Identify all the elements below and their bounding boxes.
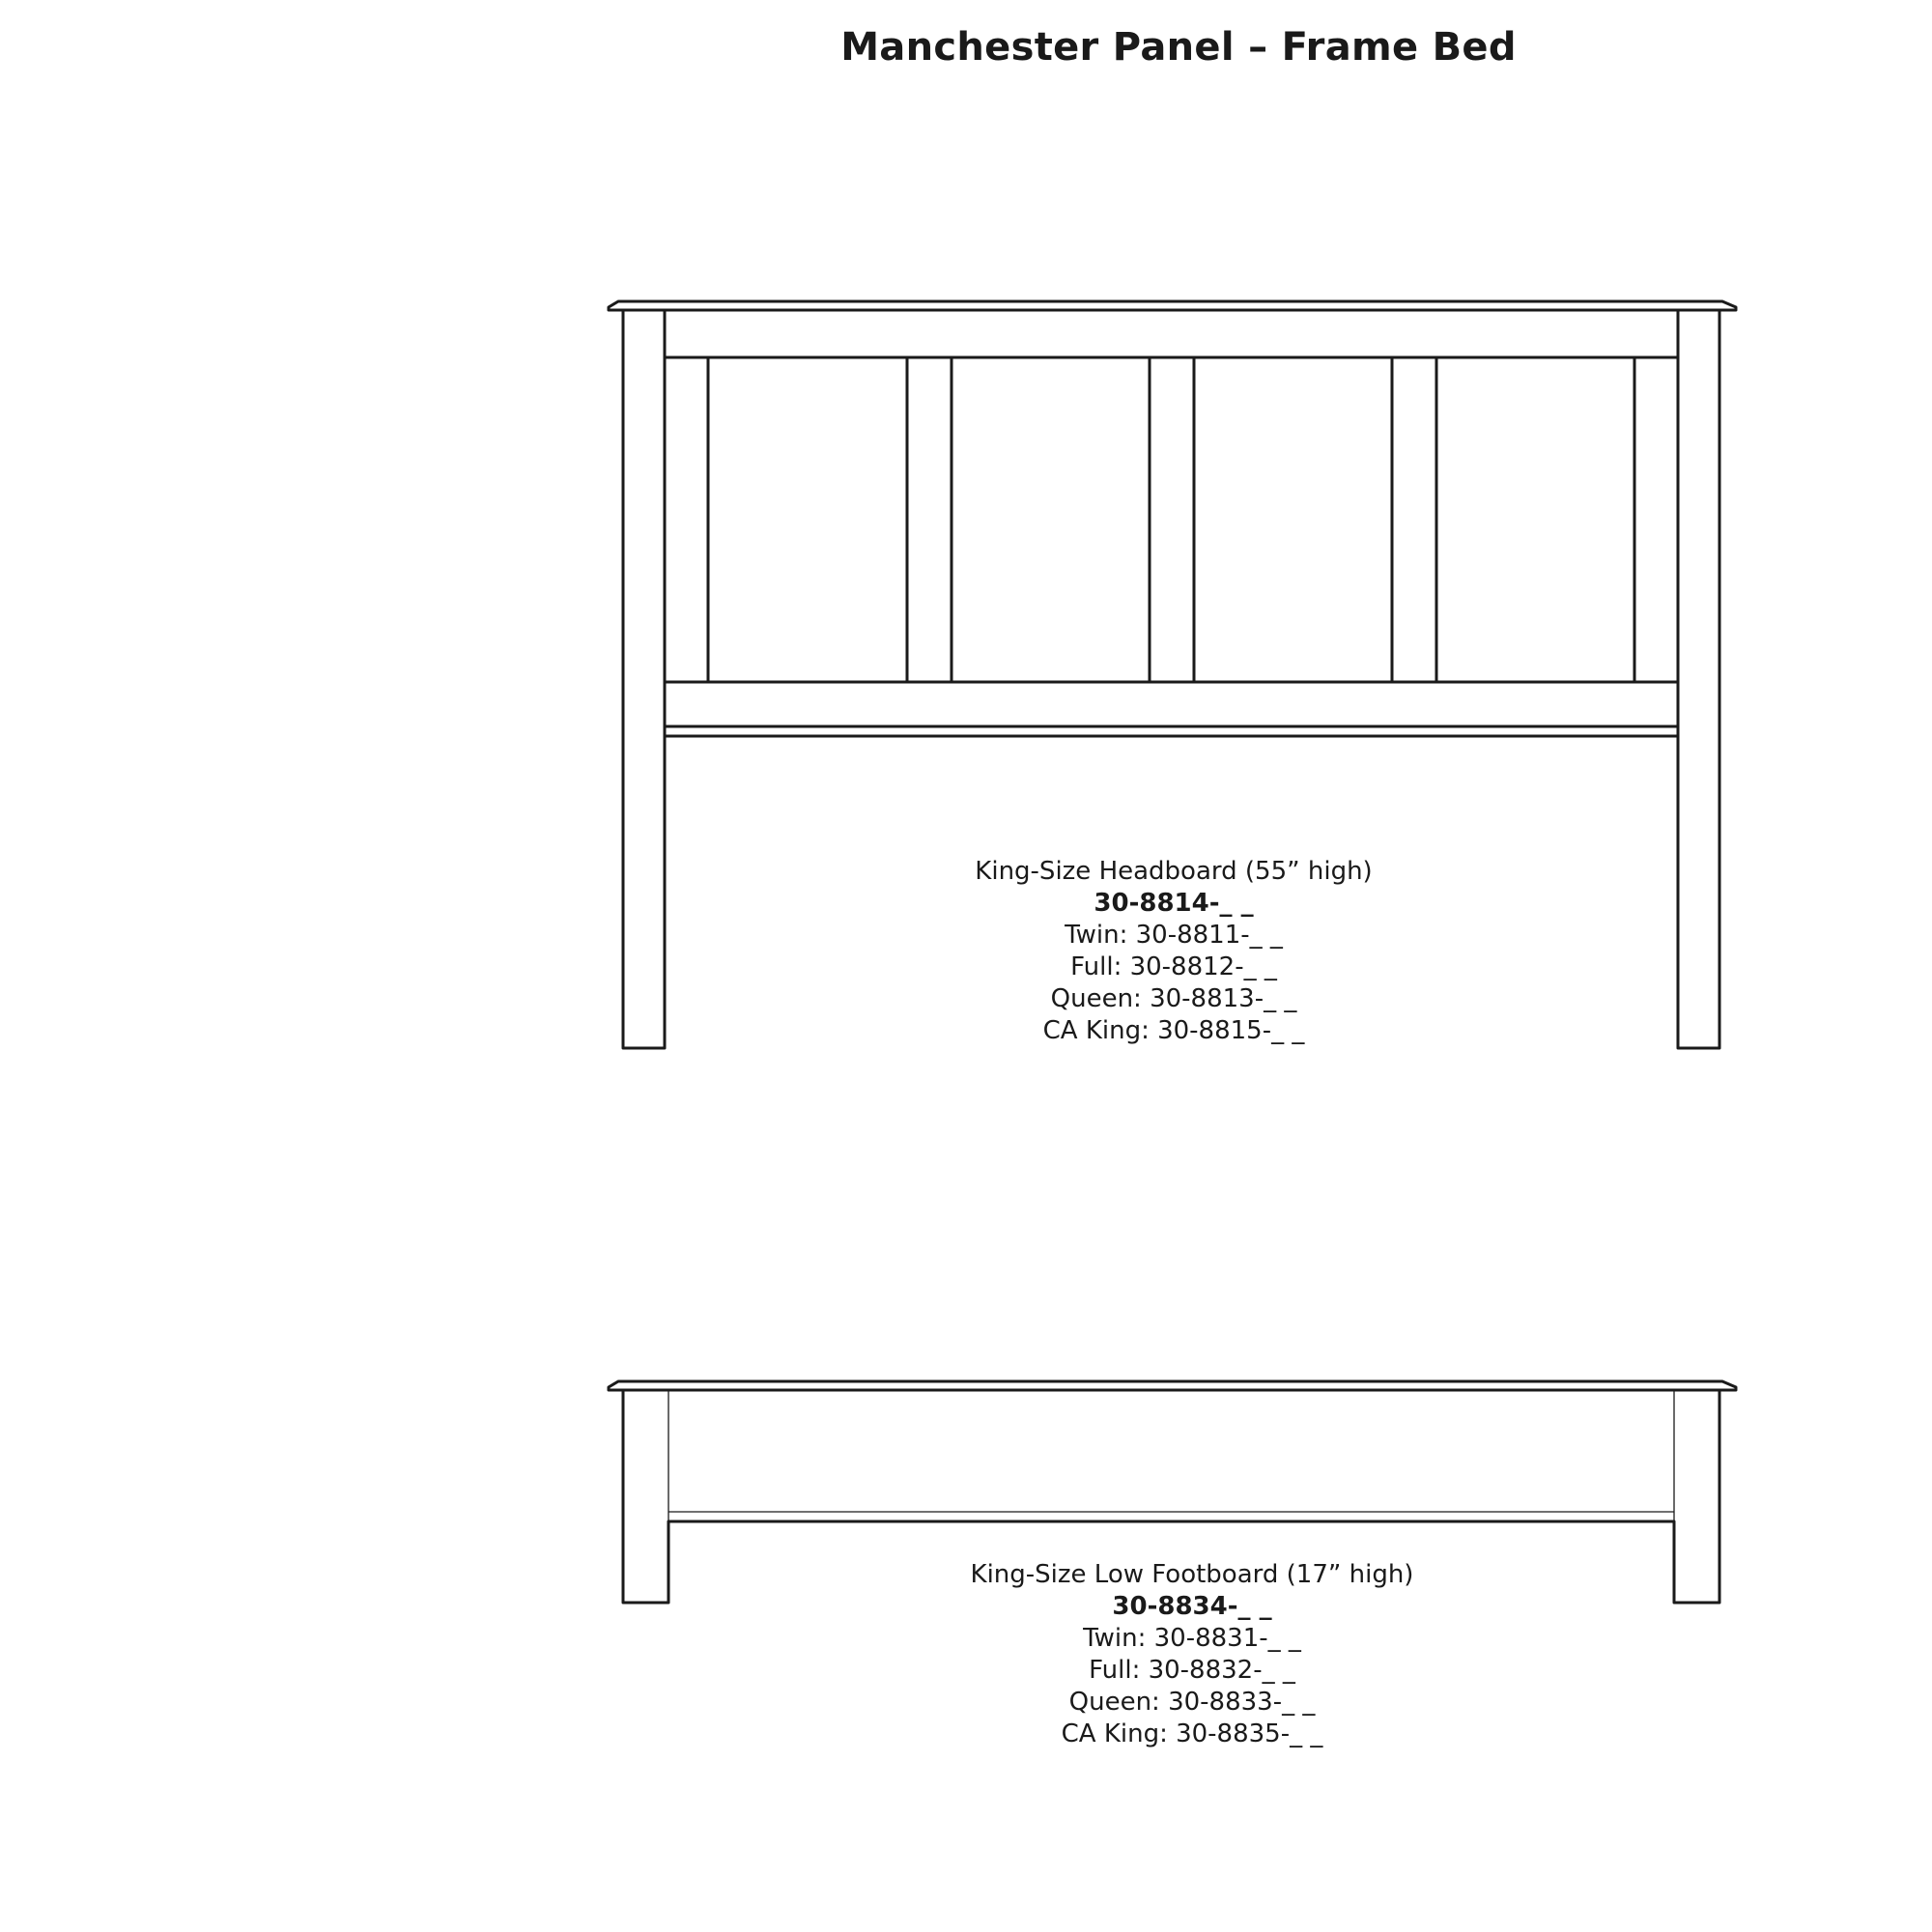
headboard-description: King-Size Headboard (55” high): [975, 857, 1373, 886]
footboard-description: King-Size Low Footboard (17” high): [970, 1560, 1414, 1589]
footboard-variant-ca-king: CA King: 30-8835-_ _: [1061, 1719, 1323, 1748]
footboard-code: 30-8834-_ _: [1112, 1592, 1272, 1621]
footboard-variant-full: Full: 30-8832-_ _: [1089, 1656, 1295, 1685]
headboard-top-cap: [609, 301, 1736, 310]
headboard-caption: [787, 856, 1560, 1047]
page-title: Manchester Panel – Frame Bed: [840, 25, 1517, 70]
headboard-variant-full: Full: 30-8812-_ _: [1070, 952, 1277, 981]
headboard-right-post: [1678, 310, 1719, 1048]
headboard-variant-queen: Queen: 30-8813-_ _: [1050, 984, 1297, 1013]
footboard-variant-queen: Queen: 30-8833-_ _: [1068, 1688, 1316, 1717]
footboard-caption: [806, 1559, 1578, 1750]
footboard-variant-twin: Twin: 30-8831-_ _: [1083, 1624, 1301, 1653]
footboard-top-cap: [609, 1381, 1736, 1390]
headboard-code: 30-8814-_ _: [1094, 889, 1254, 918]
headboard-left-post: [623, 310, 665, 1048]
headboard-variant-ca-king: CA King: 30-8815-_ _: [1042, 1016, 1305, 1045]
headboard-variant-twin: Twin: 30-8811-_ _: [1065, 921, 1283, 950]
